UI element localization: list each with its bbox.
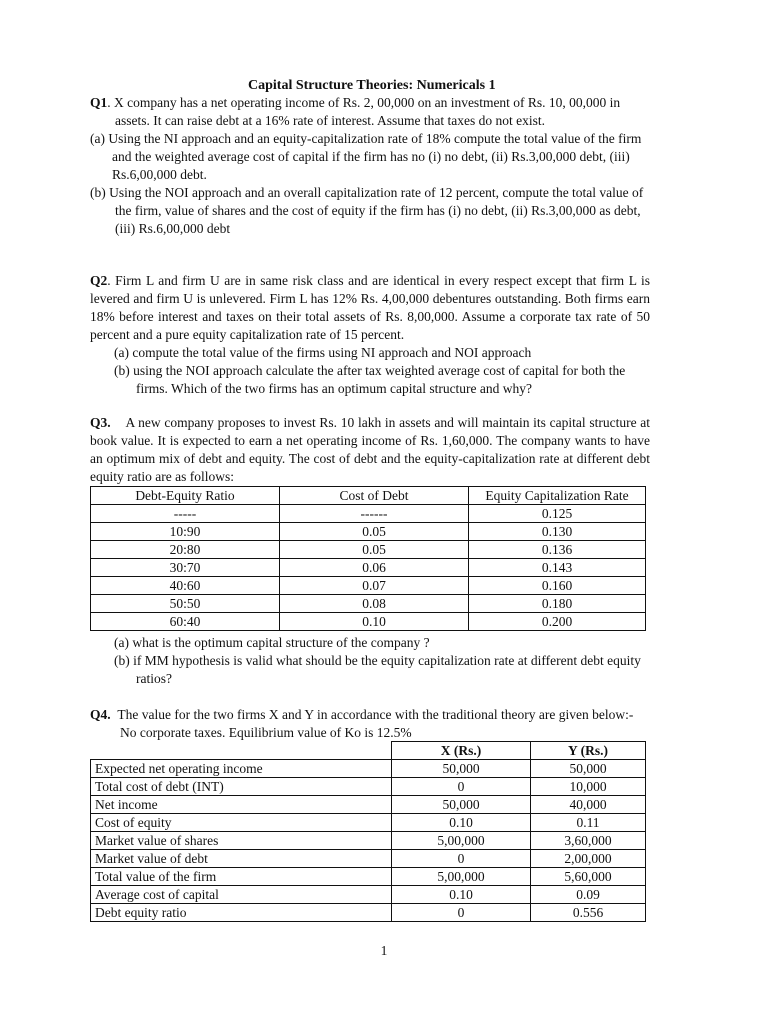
q2-part-a: (a) compute the total value of the firms using NI approach and NOI approach xyxy=(114,345,532,360)
q3-part-a: (a) what is the optimum capital structure of the company ? xyxy=(114,635,430,650)
table-row: 60:40 0.10 0.200 xyxy=(91,613,646,631)
q3-number: Q3. xyxy=(90,415,111,430)
question-4 xyxy=(90,706,650,742)
q4-number: Q4. xyxy=(90,707,111,722)
q3-table xyxy=(90,486,646,631)
q4-table xyxy=(90,741,646,922)
q4-intro: The value for the two firms X and Y in accordance with the traditional theory are given below:- No corporate taxes. Equilibrium value of Ko is 12.5% xyxy=(117,707,634,740)
q3-header-cost-of-debt: Cost of Debt xyxy=(280,487,469,505)
table-row: ----- ------ 0.125 xyxy=(91,505,646,523)
table-row: Expected net operating income 50,000 50,000 xyxy=(91,760,646,778)
page-title: Capital Structure Theories: Numericals 1 xyxy=(248,78,496,93)
q3-header-equity-rate: Equity Capitalization Rate xyxy=(469,487,646,505)
table-row: Net income 50,000 40,000 xyxy=(91,796,646,814)
table-row: Total value of the firm 5,00,000 5,60,000 xyxy=(91,868,646,886)
page-number: 1 xyxy=(380,943,388,958)
question-3 xyxy=(90,414,650,486)
table-row: 10:90 0.05 0.130 xyxy=(91,523,646,541)
table-row: Market value of debt 0 2,00,000 xyxy=(91,850,646,868)
q2-number: Q2 xyxy=(90,273,108,288)
q3-header-ratio: Debt-Equity Ratio xyxy=(91,487,280,505)
table-row: 20:80 0.05 0.136 xyxy=(91,541,646,559)
table-row: 40:60 0.07 0.160 xyxy=(91,577,646,595)
question-3-parts xyxy=(90,634,650,688)
q1-part-a: (a) Using the NI approach and an equity-capitalization rate of 18% compute the total value of the firm and the weighted average cost of capital if the firm has no (i) no debt, (ii) Rs.3,00,000 debt, (iii) Rs.6,00,000 debt. xyxy=(90,131,642,182)
question-2 xyxy=(90,272,650,398)
q2-part-b: (b) using the NOI approach calculate the after tax weighted average cost of capital for both the firms. Which of the two firms has an optimum capital structure and why? xyxy=(114,363,626,396)
table-row: Debt equity ratio 0 0.556 xyxy=(91,904,646,922)
table-row: Total cost of debt (INT) 0 10,000 xyxy=(91,778,646,796)
table-row: Market value of shares 5,00,000 3,60,000 xyxy=(91,832,646,850)
q2-intro: . Firm L and firm U are in same risk class and are identical in every respect except that firm L is levered and firm U is unlevered. Firm L has 12% Rs. 4,00,000 debentures outstanding. Both firms earn 18% before interest and taxes on their total assets of Rs. 8,00,000. Assume a corporate tax rate of 50 percent and a pure equity capitalization rate of 15 percent. xyxy=(90,273,650,342)
q4-header-x: X (Rs.) xyxy=(392,742,531,760)
table-row: 30:70 0.06 0.143 xyxy=(91,559,646,577)
question-1 xyxy=(90,94,650,238)
table-row: 50:50 0.08 0.180 xyxy=(91,595,646,613)
q1-part-b: (b) Using the NOI approach and an overall capitalization rate of 12 percent, compute the total value of the firm, value of shares and the cost of equity if the firm has (i) no debt, (ii) Rs.3,00,000 as debt, (iii) Rs.6,00,000 debt xyxy=(90,185,644,236)
q4-header-y: Y (Rs.) xyxy=(531,742,646,760)
table-row: Cost of equity 0.10 0.11 xyxy=(91,814,646,832)
q4-header-blank xyxy=(91,742,392,760)
q3-part-b: (b) if MM hypothesis is valid what should be the equity capitalization rate at different debt equity ratios? xyxy=(114,653,641,686)
q1-intro: . X company has a net operating income of Rs. 2, 00,000 on an investment of Rs. 10, 00,000 in assets. It can raise debt at a 16% rate of interest. Assume that taxes do not exist. xyxy=(107,95,621,128)
q3-intro: A new company proposes to invest Rs. 10 lakh in assets and will maintain its capital structure at book value. It is expected to earn a net operating income of Rs. 1,60,000. The company wants to have an optimum mix of debt and equity. The cost of debt and the equity-capitalization rate at different debt equity ratio are as follows: xyxy=(90,415,651,484)
table-row: Average cost of capital 0.10 0.09 xyxy=(91,886,646,904)
q1-number: Q1 xyxy=(90,95,108,110)
